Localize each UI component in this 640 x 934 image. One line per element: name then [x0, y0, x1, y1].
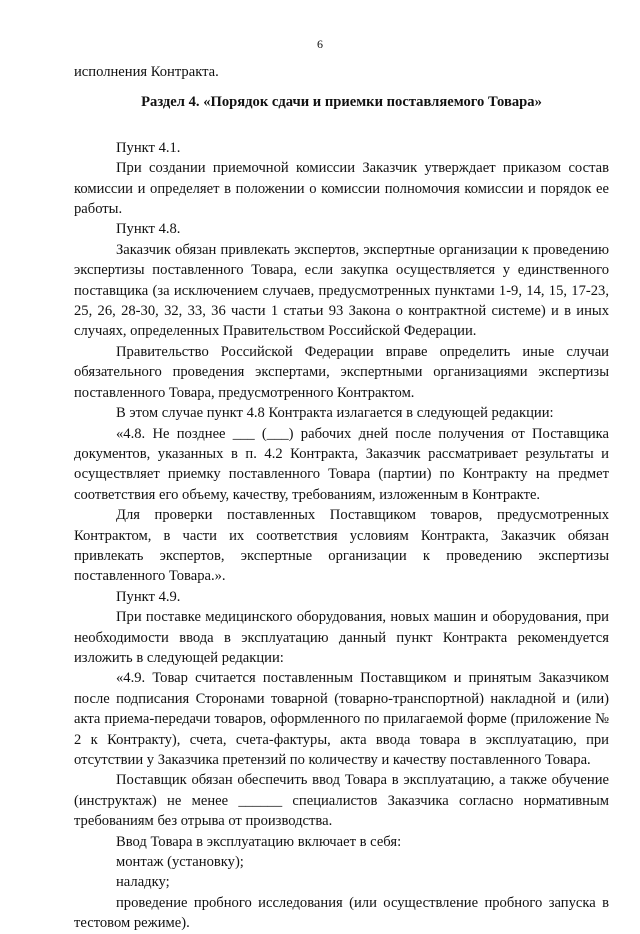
clause-heading: Пункт 4.9. — [116, 588, 181, 605]
paragraph: Поставщик обязан обеспечить ввод Товара в эксплуатацию, а также обучение (инструктаж) не менее ______ специалистов Заказчика согласно нормативным требованиям без отрыва от производства. — [74, 772, 609, 830]
paragraph: Ввод Товара в эксплуатацию включает в себя: — [116, 833, 402, 850]
paragraph: При создании приемочной комиссии Заказчик утверждает приказом состав комиссии и определяет в положении о комиссии полномочия комиссии и порядок ее работы. — [74, 160, 609, 218]
list-item: наладку; — [116, 874, 170, 891]
list-item: монтаж (установку); — [116, 854, 244, 871]
page-number: 6 — [317, 37, 323, 51]
document-body — [74, 62, 609, 934]
paragraph: Заказчик обязан привлекать экспертов, экспертные организации к проведению экспертизы поставленного Товара, если закупка осуществляется у единственного поставщика (за исключением случаев, предусмотренных пунктами 1-9, 14, 15, 17-23, 25, 26, 28-30, 32, 33, 36 части 1 статьи 93 Закона о контрактной системе) и в иных случаях, определенных Правительством Российской Федерации. — [74, 241, 609, 340]
paragraph: Правительство Российской Федерации вправе определить иные случаи обязательного проведения экспертами, экспертными организациями экспертизы поставленного Товара, предусмотренного Контрактом. — [74, 343, 609, 401]
paragraph: «4.8. Не позднее ___ (___) рабочих дней после получения от Поставщика документов, указанных в п. 4.2 Контракта, Заказчик рассматривает результаты и осуществляет приемку поставленного Товара (партии) по Контракту на предмет соответствия его объему, качеству, требованиям, изложенным в Контракте. — [74, 425, 609, 503]
paragraph: В этом случае пункт 4.8 Контракта излагается в следующей редакции: — [116, 405, 554, 422]
clause-heading: Пункт 4.8. — [116, 221, 181, 238]
lead-line: исполнения Контракта. — [74, 64, 219, 80]
section-title: Раздел 4. «Порядок сдачи и приемки поставляемого Товара» — [141, 94, 542, 111]
paragraph: Для проверки поставленных Поставщиком товаров, предусмотренных Контрактом, в части их соответствия условиям Контракта, Заказчик обязан привлекать экспертов, экспертные организации к проведению экспертизы поставленного Товара.». — [74, 507, 609, 585]
clause-heading: Пункт 4.1. — [116, 139, 181, 156]
paragraph: «4.9. Товар считается поставленным Поставщиком и принятым Заказчиком после подписания Сторонами товарной (товарно-транспортной) накладной и (или) акта приема-передачи товаров, оформленного по прилагаемой форме (приложение № 2 к Контракту), счета, счета-фактуры, акта ввода товара в эксплуатацию, при отсутствии у Заказчика претензий по количеству и качеству поставленного Товара. — [74, 670, 609, 768]
paragraph: При поставке медицинского оборудования, новых машин и оборудования, при необходимости ввода в эксплуатацию данный пункт Контракта рекомендуется изложить в следующей редакции: — [74, 609, 609, 666]
list-item: проведение пробного исследования (или осуществление пробного запуска в тестовом режиме). — [74, 894, 609, 932]
